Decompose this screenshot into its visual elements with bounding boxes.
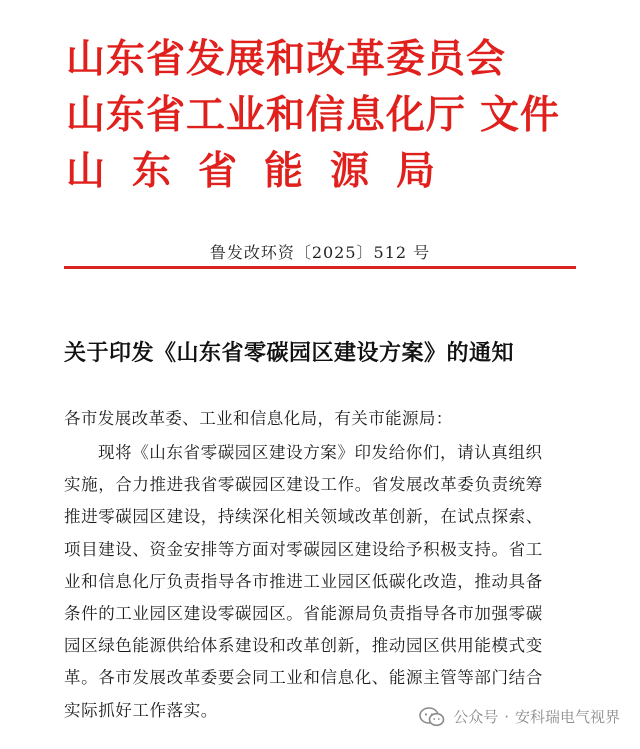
watermark-separator: · — [504, 707, 509, 726]
body-line: 条件的工业园区建设零碳园区。省能源局负责指导各市加强零碳 — [64, 603, 543, 623]
wechat-icon — [419, 707, 445, 727]
wechat-watermark — [419, 706, 620, 727]
document-title: 关于印发《山东省零碳园区建设方案》的通知 — [64, 340, 515, 366]
issuing-org-ndrc: 山东省发展和改革委员会 — [66, 37, 507, 82]
body-line: 项目建设、资金安排等方面对零碳园区建设给予积极支持。省工 — [64, 539, 543, 559]
body-line: 实际抓好工作落实。 — [64, 700, 218, 720]
watermark-account: 安科瑞电气视界 — [514, 708, 620, 726]
document-header — [66, 28, 586, 196]
red-divider — [64, 266, 576, 269]
body-line: 实施，合力推进我省零碳园区建设工作。省发展改革委负责统筹 — [64, 475, 543, 495]
salutation: 各市发展改革委、工业和信息化局，有关市能源局： — [64, 409, 453, 428]
body-line: 现将《山东省零碳园区建设方案》印发给你们，请认真组织 — [98, 443, 543, 462]
watermark-prefix: 公众号 — [453, 708, 499, 726]
body-line: 推进零碳园区建设，持续深化相关领域改革创新，在试点探索、 — [64, 507, 543, 527]
body-paragraph — [64, 437, 576, 727]
issuing-org-energy: 山东省能源局 — [66, 149, 463, 194]
issuing-org-miit — [66, 84, 586, 140]
document-word: 文件 — [480, 93, 561, 138]
document-number: 鲁发改环资〔2025〕512 号 — [209, 243, 431, 262]
body-line: 园区绿色能源供给体系建设和改革创新，推动园区供用能模式变 — [64, 636, 543, 656]
issuing-org-miit-label: 山东省工业和信息化厅 — [66, 93, 467, 138]
body-line: 业和信息化厅负责指导各市推进工业园区低碳化改造，推动具备 — [64, 571, 543, 591]
body-line: 革。各市发展改革委要会同工业和信息化、能源主管等部门结合 — [64, 668, 543, 688]
